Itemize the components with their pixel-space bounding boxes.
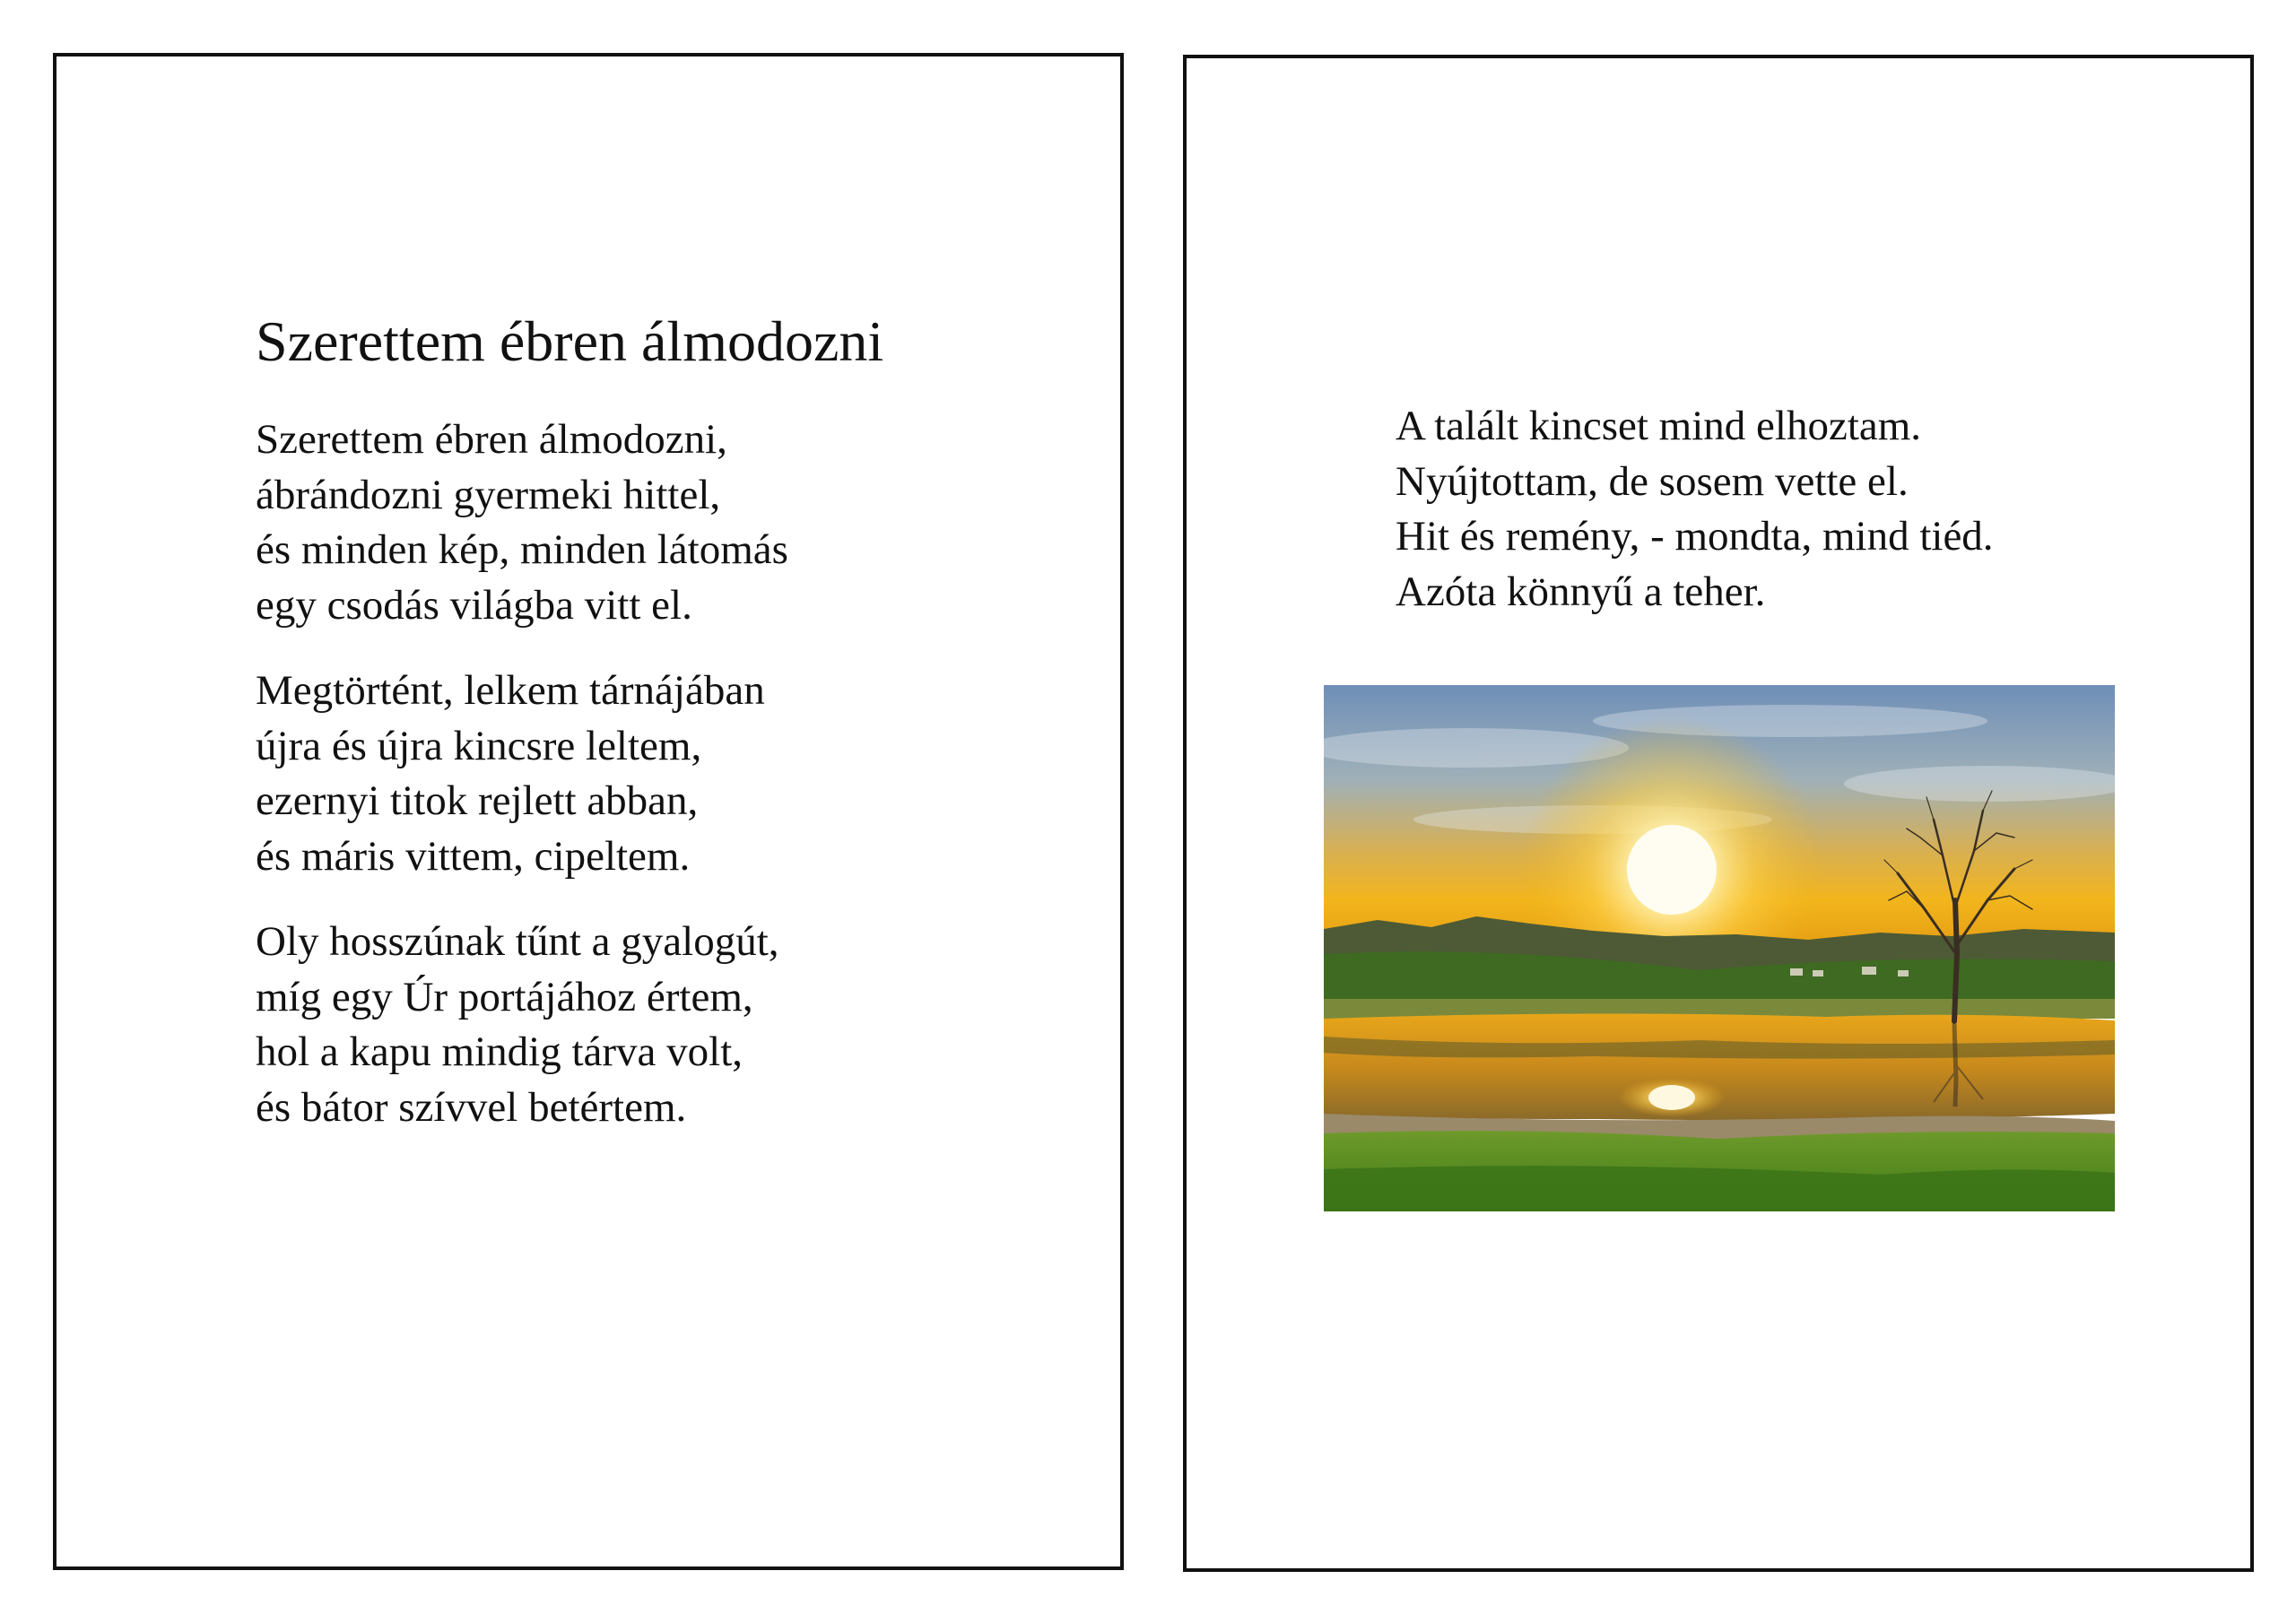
sunset-landscape-photo: [1324, 685, 2115, 1211]
poem-line: hol a kapu mindig tárva volt,: [256, 1028, 744, 1075]
poem-line: és bátor szívvel betértem.: [256, 1083, 687, 1131]
poem-line: Szerettem ébren álmodozni,: [256, 416, 727, 463]
poem-line: Megtörtént, lelkem tárnájában: [256, 667, 765, 714]
right-page: [1183, 55, 2254, 1572]
poem-line: Nyújtottam, de sosem vette el.: [1396, 457, 1909, 505]
grass-foreground: [1324, 1166, 2115, 1211]
poem-line: míg egy Úr portájához értem,: [256, 973, 753, 1020]
poem-line: Azóta könnyű a teher.: [1396, 568, 1766, 615]
poem-stanzas: [256, 412, 788, 1166]
poem-title: Szerettem ébren álmodozni: [256, 309, 884, 373]
poem-line: A talált kincset mind elhoztam.: [1396, 403, 1922, 449]
poem-line: egy csodás világba vitt el.: [256, 581, 692, 629]
stanza-4: [1396, 399, 1994, 620]
sun: [1627, 825, 1717, 915]
poem-line: ábrándozni gyermeki hittel,: [256, 471, 721, 518]
poem-line: és máris vittem, cipeltem.: [256, 832, 691, 880]
stanza-3: [256, 915, 788, 1135]
poem-line: Hit és remény, - mondta, mind tiéd.: [1396, 513, 1994, 560]
stanza-2: [256, 664, 788, 884]
poem-line: ezernyi titok rejlett abban,: [256, 777, 699, 824]
left-page: [53, 53, 1124, 1570]
poem-line: és minden kép, minden látomás: [256, 526, 788, 573]
poem-line: Oly hosszúnak tűnt a gyalogút,: [256, 918, 779, 965]
stanza-1: [256, 412, 788, 633]
sun-reflection-core: [1648, 1085, 1695, 1110]
sunset-landscape-illustration: [1324, 685, 2115, 1211]
poem-line: újra és újra kincsre leltem,: [256, 722, 702, 769]
